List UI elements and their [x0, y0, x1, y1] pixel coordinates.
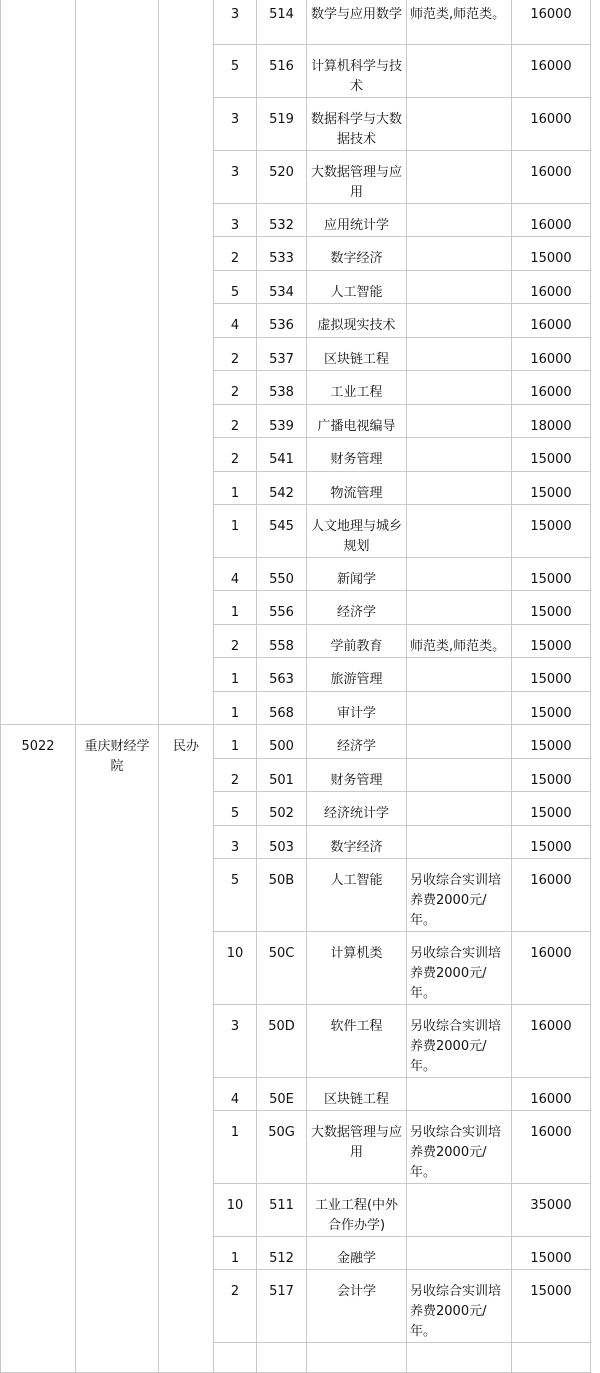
tuition-fee-cell: 15000 [512, 658, 591, 692]
note-cell [407, 792, 512, 826]
tuition-fee-cell: 15000 [512, 472, 591, 505]
tuition-fee-cell: 16000 [512, 1005, 591, 1078]
plan-count-cell: 1 [214, 692, 257, 725]
note-cell [407, 271, 512, 304]
major-code-cell: 50D [257, 1005, 307, 1078]
major-code-cell: 532 [257, 204, 307, 237]
note-cell [407, 98, 512, 151]
major-code-cell: 556 [257, 591, 307, 625]
note-cell [407, 759, 512, 792]
tuition-fee-cell: 15000 [512, 505, 591, 558]
tuition-fee-cell: 15000 [512, 625, 591, 658]
empty-cell [257, 1343, 307, 1373]
major-name-cell: 物流管理 [307, 472, 407, 505]
note-cell [407, 438, 512, 472]
note-cell [407, 1237, 512, 1270]
tuition-fee-cell: 15000 [512, 759, 591, 792]
plan-count-cell: 2 [214, 371, 257, 405]
tuition-fee-cell: 15000 [512, 591, 591, 625]
plan-count-cell: 3 [214, 204, 257, 237]
school-name-cell: 重庆财经学院 [76, 725, 159, 1373]
major-name-cell: 数据科学与大数据技术 [307, 98, 407, 151]
tuition-fee-cell: 15000 [512, 438, 591, 472]
major-code-cell: 542 [257, 472, 307, 505]
note-cell: 另收综合实训培养费2000元/年。 [407, 859, 512, 932]
major-code-cell: 517 [257, 1270, 307, 1343]
plan-count-cell: 4 [214, 558, 257, 591]
major-name-cell: 数字经济 [307, 237, 407, 271]
major-code-cell: 50C [257, 932, 307, 1005]
plan-count-cell: 4 [214, 1078, 257, 1111]
major-code-cell: 550 [257, 558, 307, 591]
major-code-cell: 538 [257, 371, 307, 405]
note-cell [407, 45, 512, 98]
plan-count-cell: 1 [214, 1111, 257, 1184]
major-name-cell: 金融学 [307, 1237, 407, 1270]
tuition-fee-cell: 16000 [512, 271, 591, 304]
major-name-cell: 应用统计学 [307, 204, 407, 237]
table-body [1, 0, 591, 1373]
major-code-cell: 520 [257, 151, 307, 204]
major-name-cell: 大数据管理与应用 [307, 1111, 407, 1184]
plan-count-cell: 3 [214, 1005, 257, 1078]
note-cell: 另收综合实训培养费2000元/年。 [407, 1005, 512, 1078]
note-cell [407, 1078, 512, 1111]
major-name-cell: 广播电视编导 [307, 405, 407, 438]
plan-count-cell: 1 [214, 1237, 257, 1270]
tuition-fee-cell: 16000 [512, 371, 591, 405]
major-name-cell: 计算机科学与技术 [307, 45, 407, 98]
tuition-fee-cell: 16000 [512, 204, 591, 237]
major-name-cell: 大数据管理与应用 [307, 151, 407, 204]
major-code-cell: 539 [257, 405, 307, 438]
note-cell [407, 204, 512, 237]
tuition-fee-cell: 15000 [512, 1270, 591, 1343]
empty-cell [512, 1343, 591, 1373]
school-type-cell [159, 0, 214, 725]
major-name-cell: 财务管理 [307, 759, 407, 792]
plan-count-cell: 1 [214, 472, 257, 505]
plan-count-cell: 2 [214, 338, 257, 371]
major-code-cell: 503 [257, 826, 307, 859]
major-name-cell: 区块链工程 [307, 338, 407, 371]
major-code-cell: 558 [257, 625, 307, 658]
major-code-cell: 534 [257, 271, 307, 304]
plan-count-cell: 5 [214, 792, 257, 826]
note-cell: 师范类,师范类。 [407, 625, 512, 658]
major-name-cell: 工业工程(中外合作办学) [307, 1184, 407, 1237]
major-code-cell: 519 [257, 98, 307, 151]
school-code-cell [1, 0, 76, 725]
major-code-cell: 536 [257, 304, 307, 338]
plan-count-cell: 3 [214, 151, 257, 204]
tuition-fee-cell: 18000 [512, 405, 591, 438]
note-cell [407, 692, 512, 725]
major-name-cell: 人工智能 [307, 859, 407, 932]
tuition-fee-cell: 16000 [512, 98, 591, 151]
major-code-cell: 568 [257, 692, 307, 725]
major-name-cell: 会计学 [307, 1270, 407, 1343]
school-type-cell: 民办 [159, 725, 214, 1373]
major-code-cell: 516 [257, 45, 307, 98]
note-cell [407, 472, 512, 505]
note-cell: 师范类,师范类。 [407, 0, 512, 45]
empty-cell [407, 1343, 512, 1373]
major-name-cell: 工业工程 [307, 371, 407, 405]
table-row [1, 725, 591, 759]
note-cell [407, 826, 512, 859]
school-code-cell: 5022 [1, 725, 76, 1373]
plan-count-cell: 2 [214, 759, 257, 792]
plan-count-cell: 3 [214, 98, 257, 151]
major-name-cell: 经济学 [307, 725, 407, 759]
note-cell: 另收综合实训培养费2000元/年。 [407, 1270, 512, 1343]
major-name-cell: 审计学 [307, 692, 407, 725]
plan-count-cell: 3 [214, 0, 257, 45]
major-code-cell: 537 [257, 338, 307, 371]
plan-count-cell: 1 [214, 591, 257, 625]
plan-count-cell: 2 [214, 1270, 257, 1343]
plan-count-cell: 5 [214, 271, 257, 304]
major-code-cell: 50E [257, 1078, 307, 1111]
note-cell [407, 558, 512, 591]
plan-count-cell: 1 [214, 725, 257, 759]
major-name-cell: 旅游管理 [307, 658, 407, 692]
plan-count-cell: 10 [214, 932, 257, 1005]
note-cell [407, 237, 512, 271]
major-name-cell: 财务管理 [307, 438, 407, 472]
plan-count-cell: 3 [214, 826, 257, 859]
note-cell: 另收综合实训培养费2000元/年。 [407, 932, 512, 1005]
major-code-cell: 545 [257, 505, 307, 558]
tuition-fee-cell: 15000 [512, 237, 591, 271]
tuition-fee-cell: 16000 [512, 151, 591, 204]
tuition-fee-cell: 15000 [512, 1237, 591, 1270]
empty-cell [214, 1343, 257, 1373]
major-name-cell: 软件工程 [307, 1005, 407, 1078]
note-cell [407, 725, 512, 759]
major-name-cell: 新闻学 [307, 558, 407, 591]
major-name-cell: 数学与应用数学 [307, 0, 407, 45]
tuition-fee-cell: 16000 [512, 304, 591, 338]
plan-count-cell: 4 [214, 304, 257, 338]
plan-count-cell: 10 [214, 1184, 257, 1237]
major-code-cell: 514 [257, 0, 307, 45]
tuition-fee-cell: 15000 [512, 826, 591, 859]
tuition-fee-cell: 16000 [512, 45, 591, 98]
major-code-cell: 501 [257, 759, 307, 792]
major-code-cell: 533 [257, 237, 307, 271]
note-cell [407, 151, 512, 204]
note-cell [407, 505, 512, 558]
major-code-cell: 502 [257, 792, 307, 826]
tuition-fee-cell: 16000 [512, 932, 591, 1005]
note-cell: 另收综合实训培养费2000元/年。 [407, 1111, 512, 1184]
note-cell [407, 658, 512, 692]
plan-count-cell: 1 [214, 658, 257, 692]
major-name-cell: 计算机类 [307, 932, 407, 1005]
major-name-cell: 人工智能 [307, 271, 407, 304]
tuition-fee-cell: 15000 [512, 725, 591, 759]
major-code-cell: 511 [257, 1184, 307, 1237]
empty-cell [307, 1343, 407, 1373]
major-code-cell: 541 [257, 438, 307, 472]
note-cell [407, 304, 512, 338]
tuition-fee-cell: 16000 [512, 0, 591, 45]
major-code-cell: 50B [257, 859, 307, 932]
tuition-fee-cell: 16000 [512, 859, 591, 932]
tuition-fee-cell: 16000 [512, 1078, 591, 1111]
major-code-cell: 500 [257, 725, 307, 759]
note-cell [407, 1184, 512, 1237]
plan-count-cell: 2 [214, 625, 257, 658]
note-cell [407, 405, 512, 438]
table-row [1, 0, 591, 45]
plan-count-cell: 5 [214, 859, 257, 932]
tuition-fee-cell: 15000 [512, 792, 591, 826]
tuition-fee-cell: 15000 [512, 558, 591, 591]
tuition-fee-cell: 15000 [512, 692, 591, 725]
tuition-fee-cell: 35000 [512, 1184, 591, 1237]
plan-count-cell: 2 [214, 405, 257, 438]
tuition-fee-cell: 16000 [512, 338, 591, 371]
plan-count-cell: 1 [214, 505, 257, 558]
major-name-cell: 虚拟现实技术 [307, 304, 407, 338]
note-cell [407, 338, 512, 371]
major-name-cell: 数字经济 [307, 826, 407, 859]
note-cell [407, 591, 512, 625]
school-name-cell [76, 0, 159, 725]
tuition-fee-cell: 16000 [512, 1111, 591, 1184]
major-name-cell: 经济统计学 [307, 792, 407, 826]
major-name-cell: 经济学 [307, 591, 407, 625]
plan-count-cell: 2 [214, 438, 257, 472]
major-code-cell: 512 [257, 1237, 307, 1270]
major-name-cell: 人文地理与城乡规划 [307, 505, 407, 558]
major-code-cell: 50G [257, 1111, 307, 1184]
note-cell [407, 371, 512, 405]
major-code-cell: 563 [257, 658, 307, 692]
major-name-cell: 区块链工程 [307, 1078, 407, 1111]
plan-count-cell: 2 [214, 237, 257, 271]
plan-count-cell: 5 [214, 45, 257, 98]
major-name-cell: 学前教育 [307, 625, 407, 658]
